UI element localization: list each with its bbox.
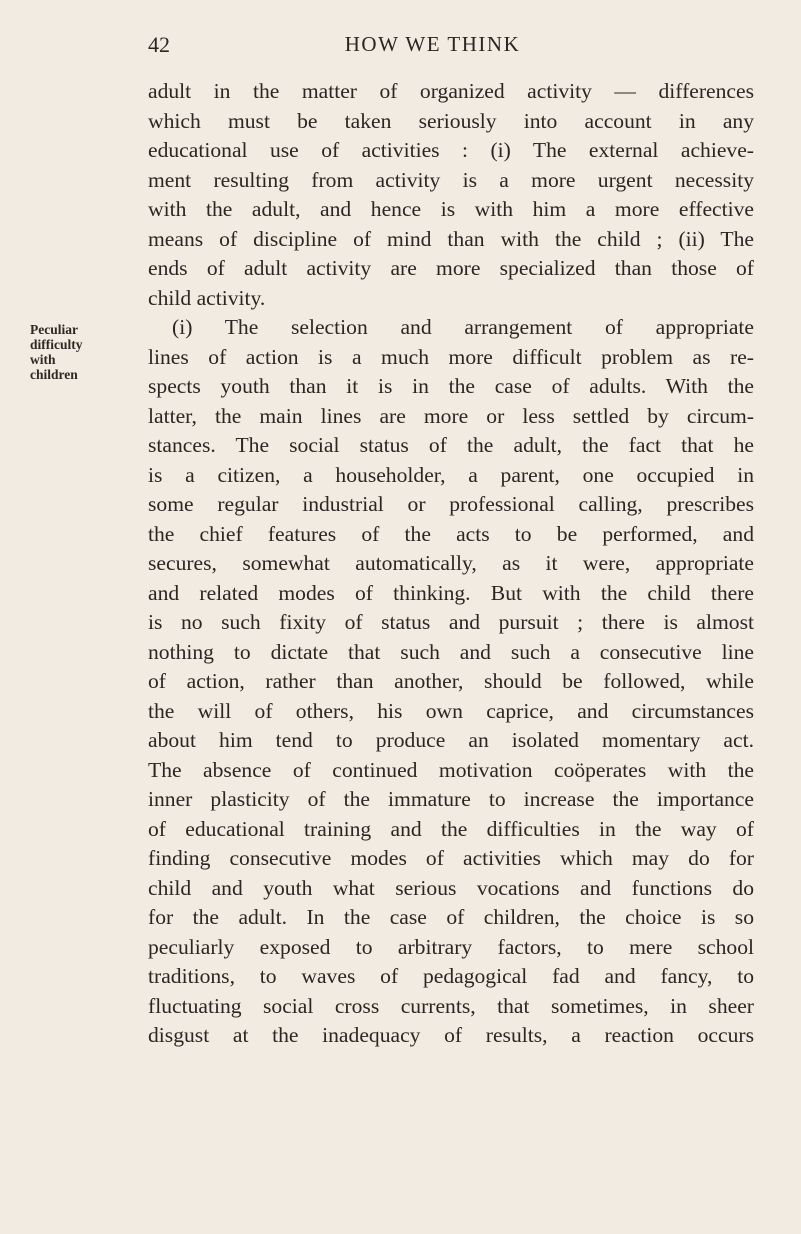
page-number: 42 [148,32,170,57]
text-line: for the adult. In the case of children, the choice is so [148,905,754,929]
text-line: about him tend to produce an isolated momentary act. [148,728,754,752]
text-line: finding consecutive modes of activities which may do for [148,846,754,870]
text-line: lines of action is a much more difficult problem as re- [148,344,754,369]
text-line: inner plasticity of the immature to increase the importance [148,787,754,811]
text-line: child activity. [148,285,266,310]
text-line: with the adult, and hence is with him a more effective [148,197,754,221]
text-line: child and youth what serious vocations and functions do [148,875,754,900]
margin-note-line: difficulty [30,337,83,352]
text-line: stances. The social status of the adult, the fact that he [148,433,754,457]
text-line: the will of others, his own caprice, and circumstances [148,698,754,723]
text-line: nothing to dictate that such and such a consecutive line [148,639,754,664]
margin-note-line: with [30,352,56,367]
text-line: peculiarly exposed to arbitrary factors, to mere school [148,934,754,959]
text-line: traditions, to waves of pedagogical fad and fancy, to [148,964,754,988]
margin-note-line: children [30,367,78,382]
text-line: (i) The selection and arrangement of appropriate [172,315,754,339]
paragraph-1 [148,77,754,313]
running-title: HOW WE THINK [344,32,521,56]
text-line: some regular industrial or professional calling, prescribes [148,492,754,516]
text-line: and related modes of thinking. But with the child there [148,580,754,605]
text-line: adult in the matter of organized activity — differences [148,79,754,103]
text-line: is a citizen, a householder, a parent, one occupied in [148,462,754,487]
text-line: of educational training and the difficulties in the way of [148,816,754,841]
margin-note-line: Peculiar [30,322,78,337]
text-line: which must be taken seriously into account in any [148,108,754,133]
margin-note [30,322,120,382]
text-line: ends of adult activity are more specialized than those of [148,256,754,280]
text-line: The absence of continued motivation coöperates with the [148,757,754,782]
text-line: educational use of activities : (i) The external achieve- [148,138,754,162]
text-line: disgust at the inadequacy of results, a reaction occurs [148,1023,754,1047]
text-line: is no such fixity of status and pursuit ; there is almost [148,610,754,634]
text-line: spects youth than it is in the case of adults. With the [148,374,754,398]
body-text [148,77,754,1051]
text-line: the chief features of the acts to be performed, and [148,521,754,546]
text-line: secures, somewhat automatically, as it were, appropriate [148,551,754,575]
text-line: ment resulting from activity is a more urgent necessity [148,167,754,192]
text-line: means of discipline of mind than with the child ; (ii) The [148,226,754,251]
text-line: fluctuating social cross currents, that sometimes, in sheer [148,993,754,1018]
paragraph-2 [148,313,754,1051]
text-line: of action, rather than another, should be followed, while [148,669,754,693]
text-line: latter, the main lines are more or less settled by circum- [148,403,754,428]
